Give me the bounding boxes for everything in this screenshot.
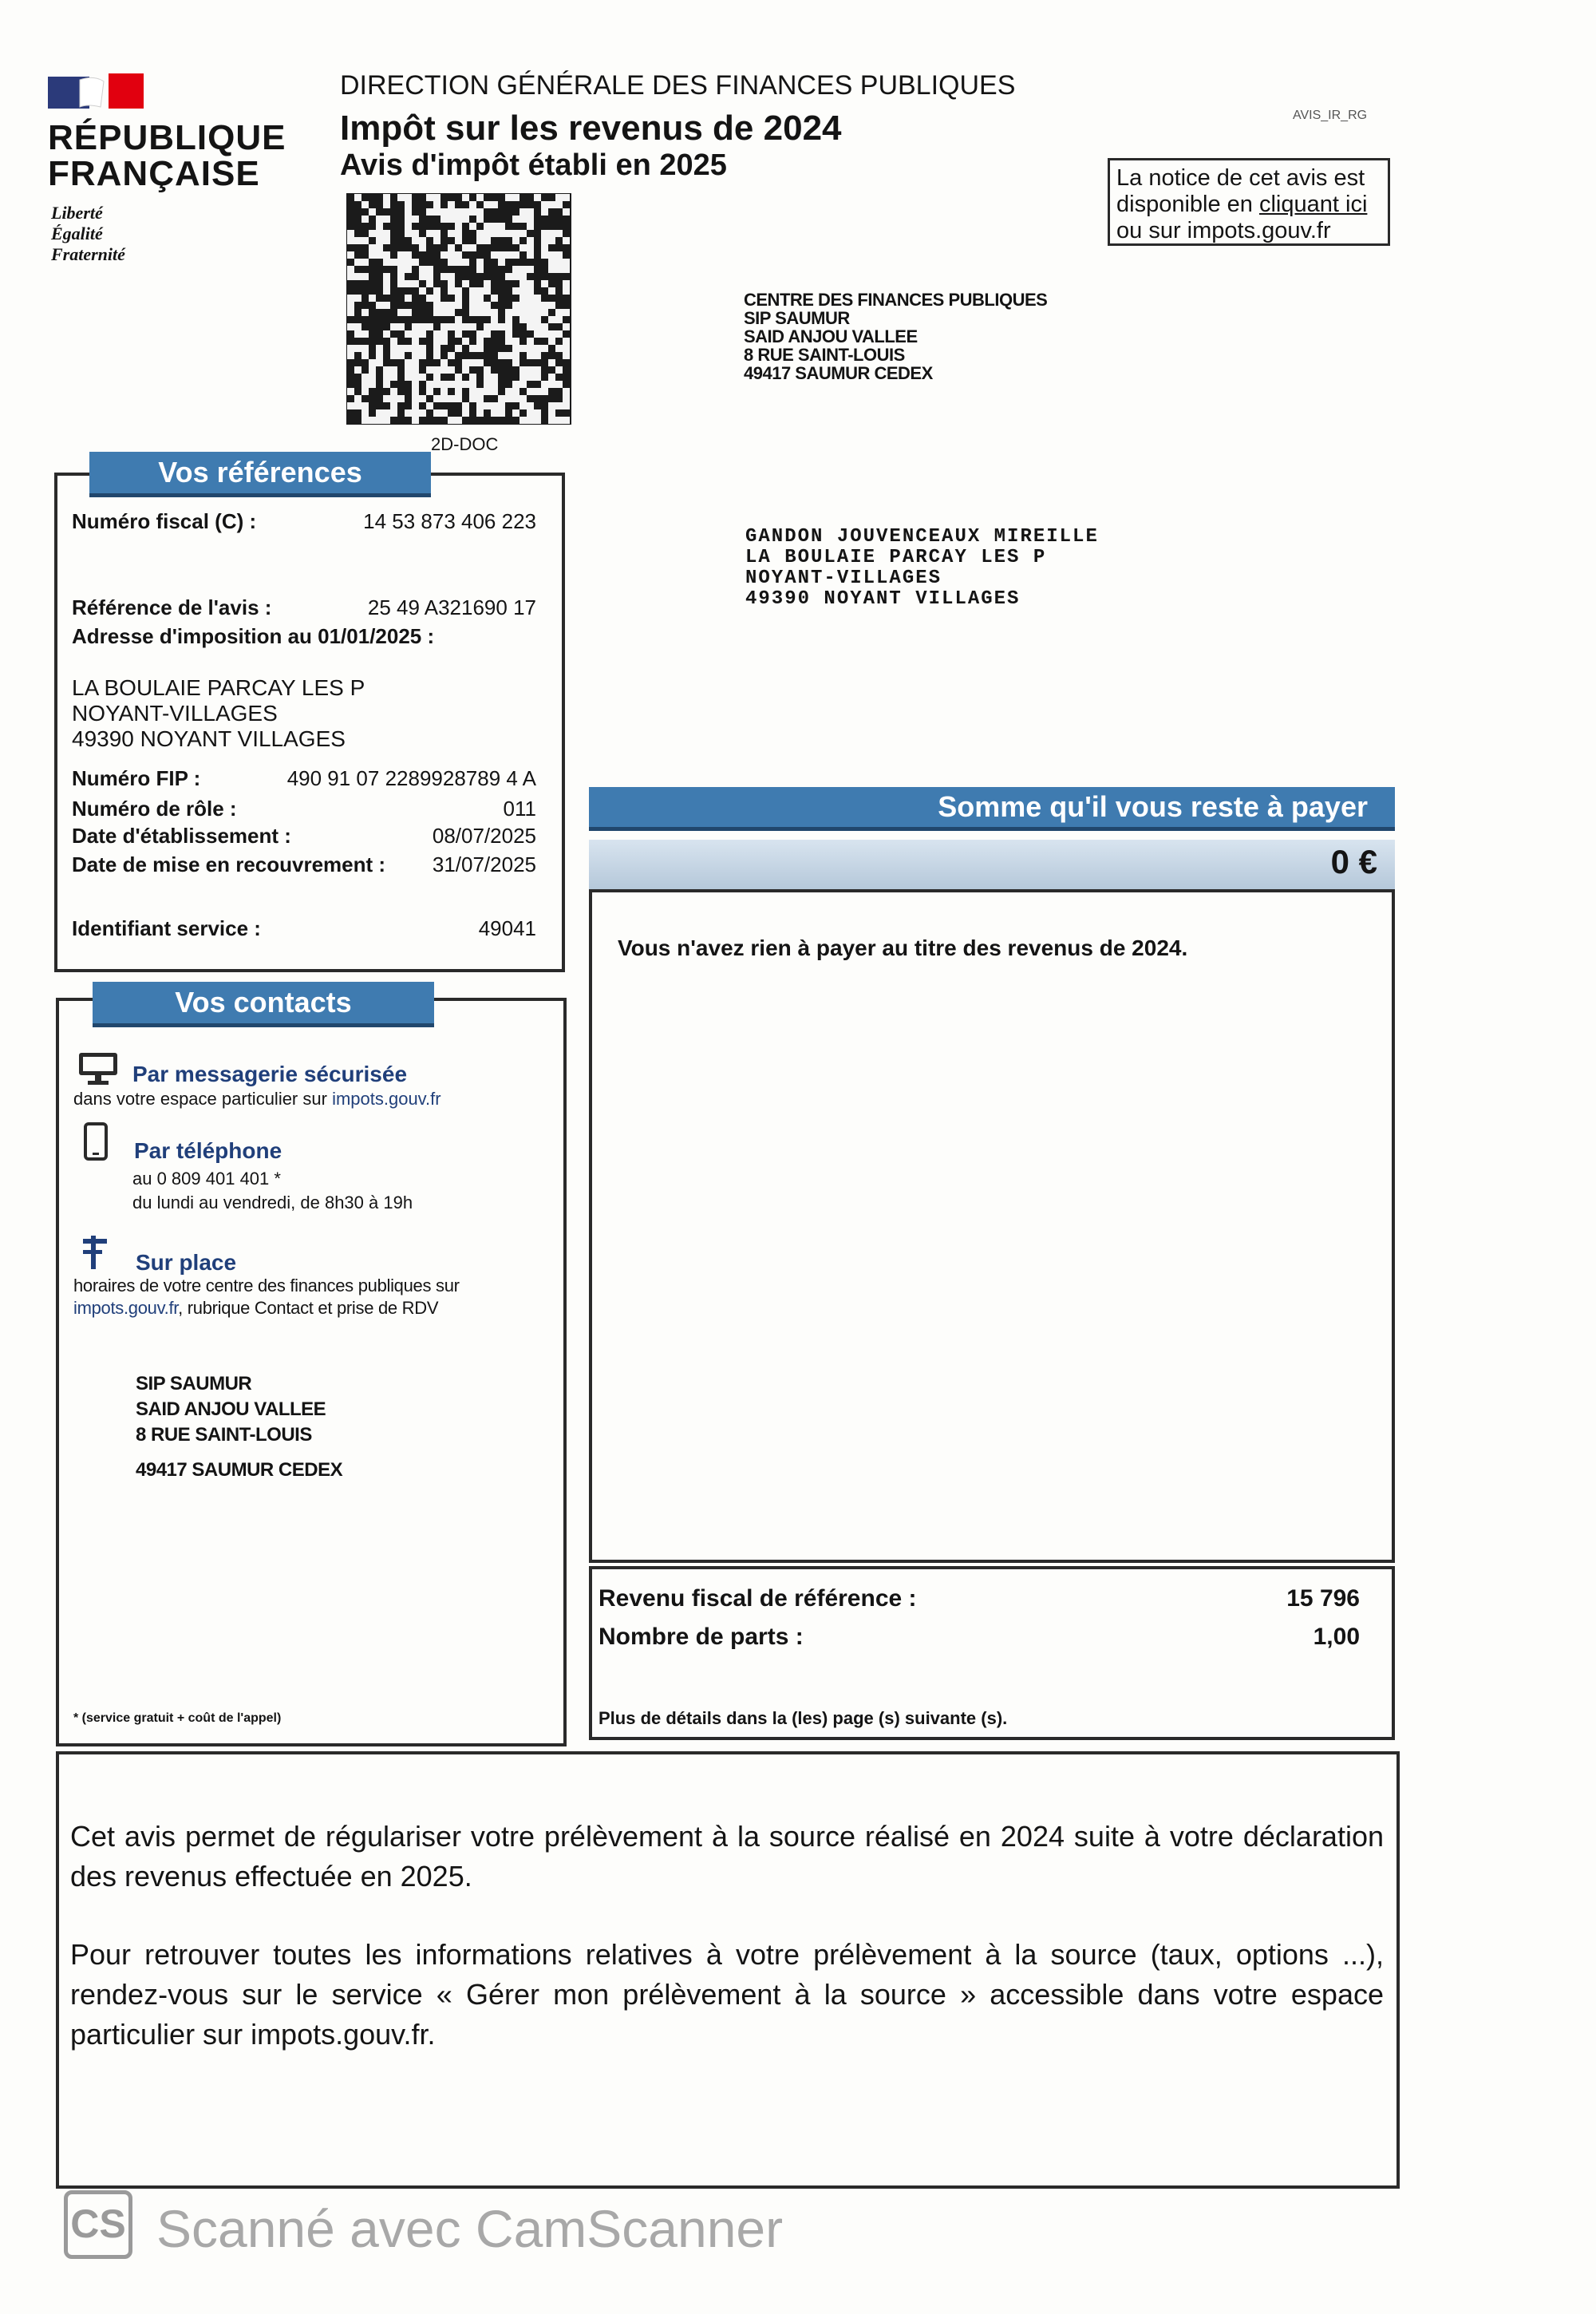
etablissement-value: 08/07/2025 [432, 824, 536, 848]
contact-address-line: 8 RUE SAINT-LOUIS [136, 1424, 312, 1446]
adresse-line: LA BOULAIE PARCAY LES P [72, 675, 365, 700]
notice-box [1108, 158, 1390, 246]
recipient-line: LA BOULAIE PARCAY LES P [745, 547, 1047, 568]
service-label: Identifiant service : [72, 916, 261, 940]
info-paragraph-1: Cet avis permet de régulariser votre prélèvement à la source réalisé en 2024 suite à votre déclaration des revenus effectuée en 2025. [70, 1820, 1384, 1893]
telephone-hours: du lundi au vendredi, de 8h30 à 19h [132, 1193, 413, 1212]
camscanner-text: Scanné avec CamScanner [156, 2199, 784, 2258]
etablissement-label: Date d'établissement : [72, 824, 291, 848]
notice-link[interactable]: cliquant ici [1258, 192, 1368, 217]
fip-value: 490 91 07 2289928789 4 A [286, 766, 536, 790]
page-subtitle: Avis d'impôt établi en 2025 [340, 148, 727, 182]
references-title: Vos références [89, 452, 431, 497]
messagerie-text: dans votre espace particulier sur [73, 1089, 327, 1109]
republic-line2: FRANÇAISE [48, 154, 260, 193]
parts-value: 1,00 [1313, 1624, 1360, 1650]
direction-line: DIRECTION GÉNÉRALE DES FINANCES PUBLIQUES [340, 70, 1016, 101]
phone-icon [83, 1122, 109, 1165]
payment-title: Somme qu'il vous reste à payer [938, 790, 1368, 823]
recipient-line: GANDON JOUVENCEAUX MIREILLE [745, 526, 1099, 548]
sender-line: SAID ANJOU VALLEE [744, 326, 918, 346]
telephone-title: Par téléphone [134, 1138, 282, 1163]
messagerie-title: Par messagerie sécurisée [132, 1062, 408, 1086]
adresse-imposition [72, 675, 365, 752]
recouvrement-label: Date de mise en recouvrement : [72, 852, 386, 876]
messagerie-link[interactable]: impots.gouv.fr [332, 1089, 441, 1109]
reference-avis-value: 25 49 A321690 17 [367, 595, 536, 619]
sur-place-link[interactable]: impots.gouv.fr [73, 1298, 179, 1318]
motto-fraternite: Fraternité [51, 244, 125, 264]
contacts-title: Vos contacts [93, 982, 434, 1027]
telephone-number: au 0 809 401 401 * [132, 1169, 281, 1189]
notice-line3: ou sur impots.gouv.fr [1116, 218, 1331, 243]
fip-label: Numéro FIP : [72, 766, 201, 790]
parts-label: Nombre de parts : [598, 1624, 804, 1650]
contacts-footnote: * (service gratuit + coût de l'appel) [73, 1711, 282, 1725]
recipient-line: NOYANT-VILLAGES [745, 568, 942, 589]
rfr-label: Revenu fiscal de référence : [598, 1585, 917, 1612]
marianne-flag-icon [48, 72, 144, 110]
role-value: 011 [503, 797, 536, 821]
service-value: 49041 [478, 916, 536, 940]
computer-icon [77, 1050, 120, 1091]
contact-address-line: SIP SAUMUR [136, 1373, 252, 1394]
barcode-label: 2D-DOC [431, 434, 499, 454]
sur-place-text: horaires de votre centre des finances publiques sur [73, 1276, 460, 1295]
reference-avis-label: Référence de l'avis : [72, 595, 272, 619]
page-title: Impôt sur les revenus de 2024 [340, 109, 842, 148]
payment-amount: 0 € [1330, 843, 1377, 880]
details-note: Plus de détails dans la (les) page (s) suivante (s). [598, 1708, 1008, 1728]
motto-egalite: Égalité [51, 223, 103, 243]
sender-line: SIP SAUMUR [744, 308, 850, 328]
adresse-line: 49390 NOYANT VILLAGES [72, 726, 346, 751]
contact-address [136, 1371, 342, 1483]
adresse-line: NOYANT-VILLAGES [72, 701, 278, 726]
info-paragraph-2: Pour retrouver toutes les informations relatives à votre prélèvement à la source (taux, options ...), rendez-vous sur le service « Gérer mon prélèvement à la source » accessible dans votre espace particulier sur impots.gouv.fr. [70, 1938, 1384, 2051]
sender-line: CENTRE DES FINANCES PUBLIQUES [744, 290, 1048, 310]
numero-fiscal-value: 14 53 873 406 223 [363, 509, 536, 533]
camscanner-logo: CS [64, 2190, 132, 2259]
sender-line: 8 RUE SAINT-LOUIS [744, 345, 905, 365]
sender-line: 49417 SAUMUR CEDEX [744, 363, 933, 383]
payment-message: Vous n'avez rien à payer au titre des revenus de 2024. [618, 935, 1188, 960]
motto [51, 203, 125, 265]
sender-address [744, 291, 1047, 382]
notice-line1: La notice de cet avis est [1116, 165, 1365, 191]
recipient-address [745, 527, 1099, 610]
marianne-logo [48, 72, 144, 110]
sur-place-title: Sur place [136, 1250, 237, 1275]
code-corner: AVIS_IR_RG [1293, 109, 1368, 122]
contact-address-line: 49417 SAUMUR CEDEX [136, 1459, 343, 1481]
recipient-line: 49390 NOYANT VILLAGES [745, 588, 1021, 610]
sur-place-text2: , rubrique Contact et prise de RDV [178, 1298, 439, 1318]
numero-fiscal-label: Numéro fiscal (C) : [72, 509, 257, 533]
contact-address-line: SAID ANJOU VALLEE [136, 1398, 326, 1420]
barcode-icon [346, 193, 571, 425]
notice-line2: disponible en [1116, 192, 1253, 217]
recouvrement-value: 31/07/2025 [432, 852, 536, 876]
republic-line1: RÉPUBLIQUE [48, 118, 286, 157]
payment-box [589, 889, 1395, 1563]
office-icon [80, 1234, 112, 1275]
role-label: Numéro de rôle : [72, 797, 237, 821]
datamatrix-barcode [346, 193, 571, 425]
rfr-value: 15 796 [1286, 1585, 1360, 1612]
motto-liberte: Liberté [51, 203, 103, 223]
adresse-imposition-label: Adresse d'imposition au 01/01/2025 : [72, 624, 435, 648]
